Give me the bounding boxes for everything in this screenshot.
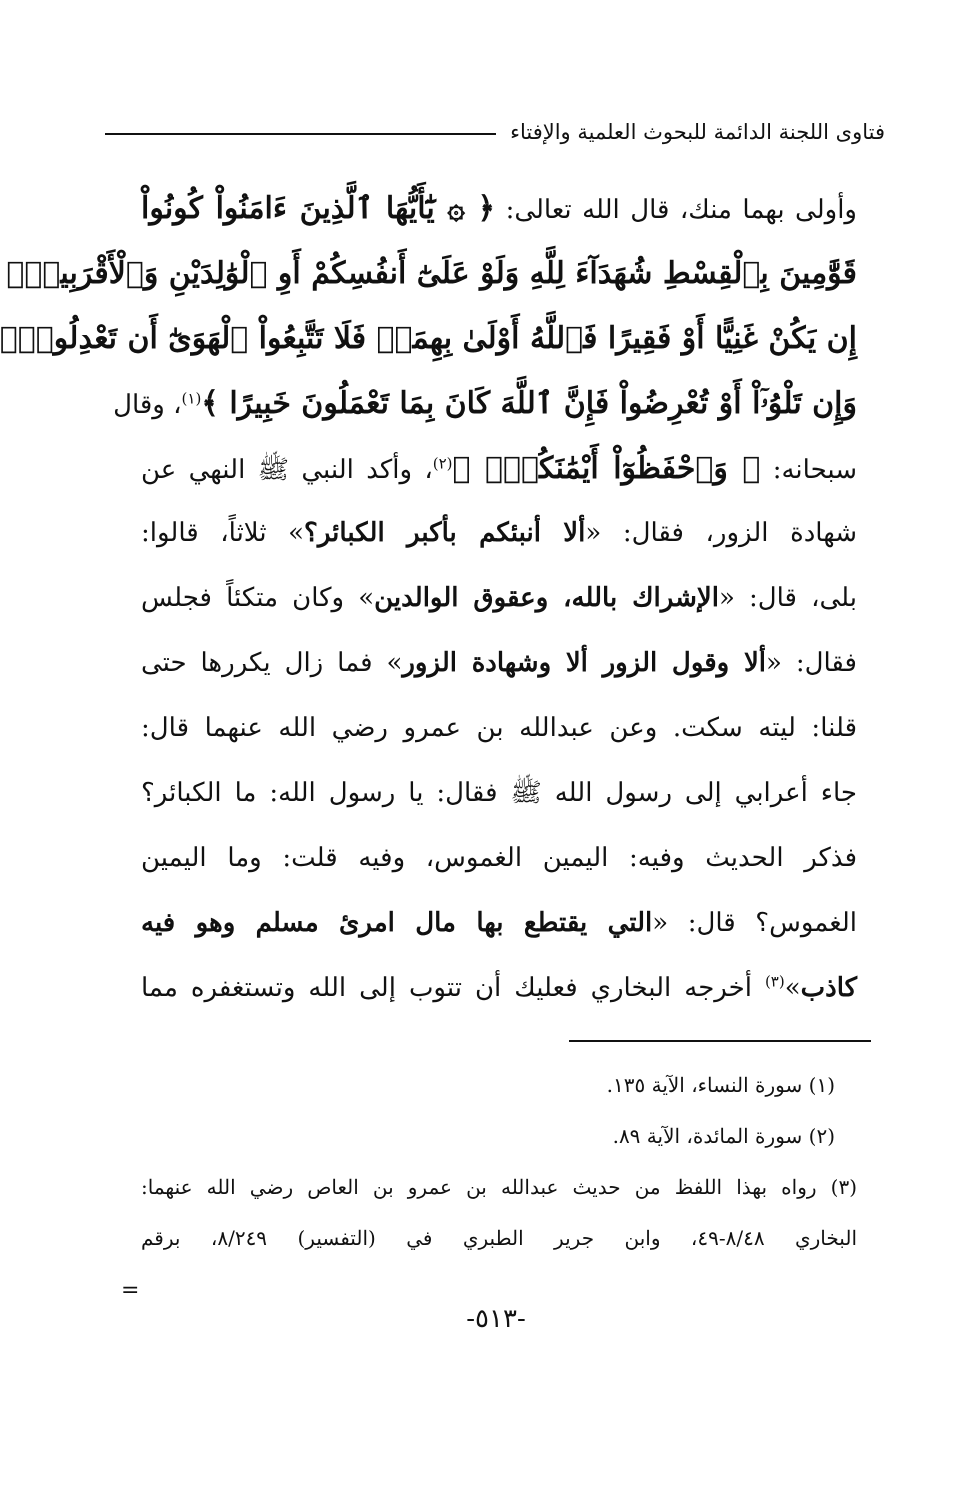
body-line bbox=[141, 826, 857, 891]
body-line bbox=[141, 956, 857, 1021]
quran-verse: إِن يَكُنْ غَنِيًّا أَوْ فَقِيرًا فَٱللَّهُ أَوْلَىٰ بِهِمَاۖ فَلَا تَتَّبِعُواْ ٱلْهَوَىٰٓ أَن تَعْدِلُواْۚ bbox=[0, 321, 857, 356]
body-line bbox=[141, 436, 857, 501]
header-rule bbox=[105, 133, 496, 135]
footnote: البخاري ٨/٤٨-٤٩، وابن جرير الطبري في (التفسير) ٨/٢٤٩، برقم bbox=[141, 1226, 857, 1250]
hadith-quote: ألا أنبئكم بأكبر الكبائر؟ bbox=[304, 518, 586, 548]
body-text-run: » فما زال يكررها حتى bbox=[141, 648, 403, 678]
body-text-run: فذكر الحديث وفيه: اليمين الغموس، وفيه قلت: وما اليمين bbox=[141, 843, 857, 873]
body-line bbox=[141, 176, 857, 241]
body-text bbox=[0, 176, 858, 1021]
quran-verse: ﴿ ۞ يَٰٓأَيُّهَا ٱلَّذِينَ ءَامَنُواْ كُونُواْ bbox=[141, 191, 496, 226]
body-text-run: فقال: « bbox=[766, 648, 857, 678]
body-line bbox=[141, 631, 857, 696]
body-text-run: سبحانه: bbox=[760, 455, 857, 485]
footnotes bbox=[141, 1060, 857, 1264]
hadith-quote: الإشراك بالله، وعقوق الوالدين bbox=[374, 583, 719, 613]
quran-verse: وَإِن تَلْوُۥٓاْ أَوْ تُعْرِضُواْ فَإِنَّ ٱللَّهَ كَانَ بِمَا تَعْمَلُونَ خَبِيرًا ﴾ bbox=[201, 386, 857, 421]
body-text-run: أخرجه البخاري فعليك أن تتوب إلى الله وتستغفره مما bbox=[141, 973, 765, 1003]
footnote-marker: (٣) bbox=[764, 972, 785, 991]
footnote: (٢) سورة المائدة، الآية ٨٩. bbox=[612, 1124, 835, 1148]
footnote: (١) سورة النساء، الآية ١٣٥. bbox=[606, 1073, 835, 1097]
body-text-run: ، وقال bbox=[113, 390, 182, 420]
hadith-quote: كاذب bbox=[800, 973, 857, 1003]
header-title: فتاوى اللجنة الدائمة للبحوث العلمية والإفتاء bbox=[510, 120, 885, 144]
body-line bbox=[113, 371, 857, 436]
body-line bbox=[141, 891, 857, 956]
body-text-run: بلى، قال: « bbox=[718, 583, 858, 613]
quran-verse: قَوَّٰمِينَ بِٱلْقِسْطِ شُهَدَآءَ لِلَّهِ وَلَوْ عَلَىٰٓ أَنفُسِكُمْ أَوِ ٱلْوَٰلِدَيْنِ وَٱلْأَقْرَبِينَۚ bbox=[6, 256, 857, 291]
footnote-separator bbox=[569, 1040, 871, 1042]
body-text-run: الغموس؟ قال: « bbox=[652, 908, 857, 938]
hadith-quote: التي يقتطع بها مال امرئ مسلم وهو فيه bbox=[141, 908, 653, 938]
body-line bbox=[141, 696, 857, 761]
body-text-run: شهادة الزور، فقال: « bbox=[585, 518, 857, 548]
body-text-run: قلنا: ليته سكت. وعن عبدالله بن عمرو رضي الله عنهما قال: bbox=[141, 713, 857, 743]
body-text-run: » bbox=[784, 973, 801, 1003]
quran-verse: ﴿ وَٱحْفَظُوٓاْ أَيْمَٰنَكُمْۚ ﴾ bbox=[452, 451, 761, 486]
body-text-run: وأولى بهما منك، قال الله تعالى: bbox=[495, 195, 857, 225]
footnote-marker: (١) bbox=[181, 389, 202, 408]
body-text-run: جاء أعرابي إلى رسول الله ﷺ فقال: يا رسول الله: ما الكبائر؟ bbox=[141, 778, 857, 808]
body-text-run: » وكان متكئاً فجلس bbox=[141, 583, 375, 613]
body-text-run: » ثلاثاً، قالوا: bbox=[141, 518, 305, 548]
hadith-quote: ألا وقول الزور ألا وشهادة الزور bbox=[402, 648, 766, 678]
continuation-mark: = bbox=[121, 1278, 140, 1303]
body-line bbox=[0, 306, 857, 371]
body-line bbox=[141, 566, 857, 631]
body-text-run: ، وأكد النبي ﷺ النهي عن bbox=[141, 455, 433, 485]
body-line bbox=[141, 501, 857, 566]
footnote: (٣) رواه بهذا اللفظ من حديث عبدالله بن عمرو بن العاص رضي الله عنهما: bbox=[141, 1175, 857, 1199]
page-number: -٥١٣- bbox=[466, 1304, 526, 1334]
body-line bbox=[141, 761, 857, 826]
running-header bbox=[105, 112, 885, 152]
body-line bbox=[6, 241, 857, 306]
footnote-marker: (٢) bbox=[432, 454, 453, 473]
